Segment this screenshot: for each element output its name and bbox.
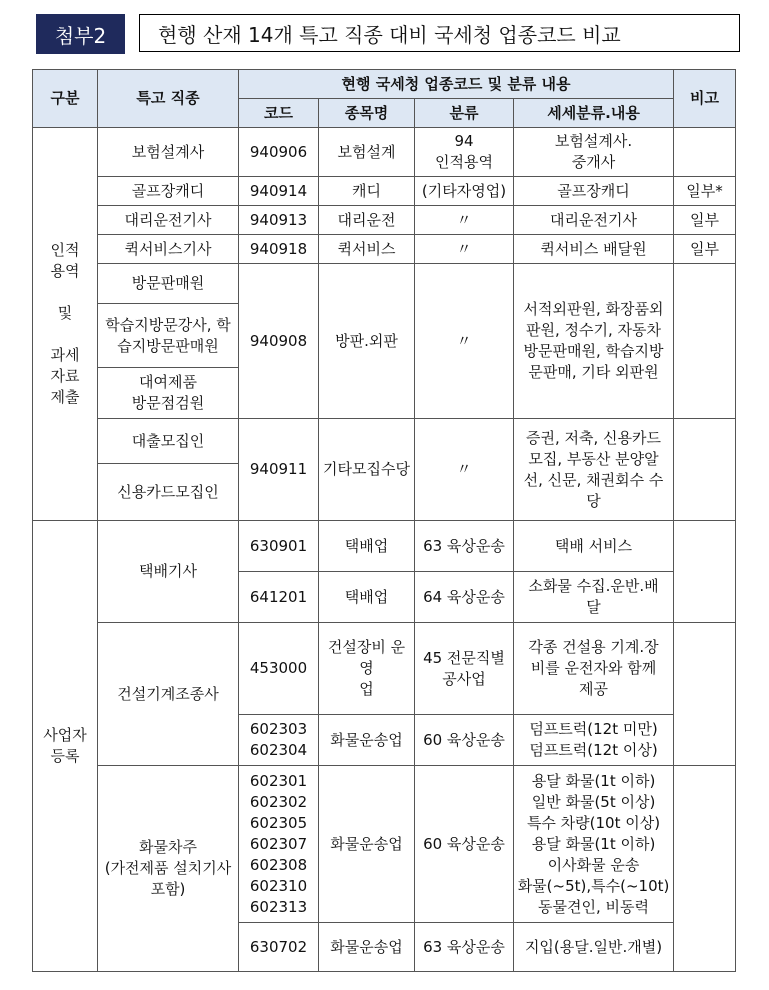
occupation-cell: 대출모집인	[98, 419, 239, 464]
item-cell: 보험설계	[319, 128, 415, 177]
occupation-cell: 골프장캐디	[98, 177, 239, 206]
occupation-cell: 대리운전기사	[98, 206, 239, 235]
class-cell: 64 육상운송	[415, 572, 514, 623]
detail-cell: 각종 건설용 기계.장 비를 운전자와 함께 제공	[514, 623, 674, 715]
class-cell: 〃	[415, 206, 514, 235]
item-cell: 기타모집수당	[319, 419, 415, 521]
item-cell: 퀵서비스	[319, 235, 415, 264]
table-row	[33, 206, 736, 235]
detail-cell: 소화물 수집.운반.배 달	[514, 572, 674, 623]
note-cell	[674, 766, 736, 972]
header-class: 분류	[415, 99, 514, 128]
class-cell: 60 육상운송	[415, 715, 514, 766]
class-cell: 〃	[415, 235, 514, 264]
code-cell: 940911	[239, 419, 319, 521]
code-cell: 940908	[239, 264, 319, 419]
detail-cell: 용달 화물(1t 이하) 일반 화물(5t 이상) 특수 차량(10t 이상) 용달 화물(1t 이하) 이사화물 운송 화물(~5t),특수(~10t) 동물견인, 비동력	[514, 766, 674, 923]
page-title	[139, 14, 740, 52]
header-category: 구분	[33, 70, 98, 128]
class-cell: 63 육상운송	[415, 521, 514, 572]
code-cell: 602301 602302 602305 602307 602308 602310 602313	[239, 766, 319, 923]
code-cell: 641201	[239, 572, 319, 623]
table-row	[33, 419, 736, 464]
detail-cell: 덤프트럭(12t 미만) 덤프트럭(12t 이상)	[514, 715, 674, 766]
detail-cell: 증권, 저축, 신용카드 모집, 부동산 분양알 선, 신문, 채권회수 수 당	[514, 419, 674, 521]
category-cell: 인적 용역 및 과세 자료 제출	[33, 128, 98, 521]
item-cell: 택배업	[319, 572, 415, 623]
note-cell	[674, 521, 736, 623]
table-row	[33, 177, 736, 206]
code-cell: 940918	[239, 235, 319, 264]
table-row	[33, 623, 736, 715]
header-code: 코드	[239, 99, 319, 128]
item-cell: 대리운전	[319, 206, 415, 235]
detail-cell: 퀵서비스 배달원	[514, 235, 674, 264]
occupation-cell: 신용카드모집인	[98, 464, 239, 521]
header-row-1	[33, 70, 736, 99]
code-cell: 940906	[239, 128, 319, 177]
class-cell: 63 육상운송	[415, 923, 514, 972]
occupation-cell: 학습지방문강사, 학 습지방문판매원	[98, 304, 239, 368]
page-title-text: 현행 산재 14개 특고 직종 대비 국세청 업종코드 비교	[158, 22, 621, 47]
note-cell: 일부	[674, 206, 736, 235]
note-cell: 일부*	[674, 177, 736, 206]
detail-cell: 대리운전기사	[514, 206, 674, 235]
code-cell: 630901	[239, 521, 319, 572]
header-occupation: 특고 직종	[98, 70, 239, 128]
occupation-cell: 택배기사	[98, 521, 239, 623]
occupation-cell: 화물차주 (가전제품 설치기사 포함)	[98, 766, 239, 972]
item-cell: 화물운송업	[319, 715, 415, 766]
item-cell: 화물운송업	[319, 766, 415, 923]
table-row	[33, 766, 736, 923]
detail-cell: 골프장캐디	[514, 177, 674, 206]
comparison-table	[32, 69, 736, 972]
code-cell: 940913	[239, 206, 319, 235]
item-cell: 건설장비 운영 업	[319, 623, 415, 715]
category-cell: 사업자 등록	[33, 521, 98, 972]
table-row	[33, 521, 736, 572]
header-nts-code-group: 현행 국세청 업종코드 및 분류 내용	[239, 70, 674, 99]
occupation-cell: 대여제품 방문점검원	[98, 368, 239, 419]
table-row	[33, 235, 736, 264]
detail-cell: 지입(용달.일반.개별)	[514, 923, 674, 972]
class-cell: 45 전문직별 공사업	[415, 623, 514, 715]
note-cell	[674, 264, 736, 419]
class-cell: 〃	[415, 264, 514, 419]
code-cell: 453000	[239, 623, 319, 715]
table-row	[33, 264, 736, 304]
class-cell: (기타자영업)	[415, 177, 514, 206]
code-cell: 940914	[239, 177, 319, 206]
item-cell: 화물운송업	[319, 923, 415, 972]
item-cell: 캐디	[319, 177, 415, 206]
detail-cell: 서적외판원, 화장품외 판원, 정수기, 자동차 방문판매원, 학습지방 문판매, 기타 외판원	[514, 264, 674, 419]
code-cell: 602303 602304	[239, 715, 319, 766]
table-row	[33, 128, 736, 177]
class-cell: 60 육상운송	[415, 766, 514, 923]
item-cell: 방판.외판	[319, 264, 415, 419]
note-cell: 일부	[674, 235, 736, 264]
header-item: 종목명	[319, 99, 415, 128]
occupation-cell: 보험설계사	[98, 128, 239, 177]
attachment-badge: 첨부2	[36, 14, 125, 54]
class-cell: 94 인적용역	[415, 128, 514, 177]
code-cell: 630702	[239, 923, 319, 972]
occupation-cell: 방문판매원	[98, 264, 239, 304]
class-cell: 〃	[415, 419, 514, 521]
occupation-cell: 건설기계조종사	[98, 623, 239, 766]
header-note: 비고	[674, 70, 736, 128]
header-detail: 세세분류.내용	[514, 99, 674, 128]
note-cell	[674, 623, 736, 766]
item-cell: 택배업	[319, 521, 415, 572]
detail-cell: 택배 서비스	[514, 521, 674, 572]
occupation-cell: 퀵서비스기사	[98, 235, 239, 264]
detail-cell: 보험설계사. 중개사	[514, 128, 674, 177]
note-cell	[674, 419, 736, 521]
note-cell	[674, 128, 736, 177]
